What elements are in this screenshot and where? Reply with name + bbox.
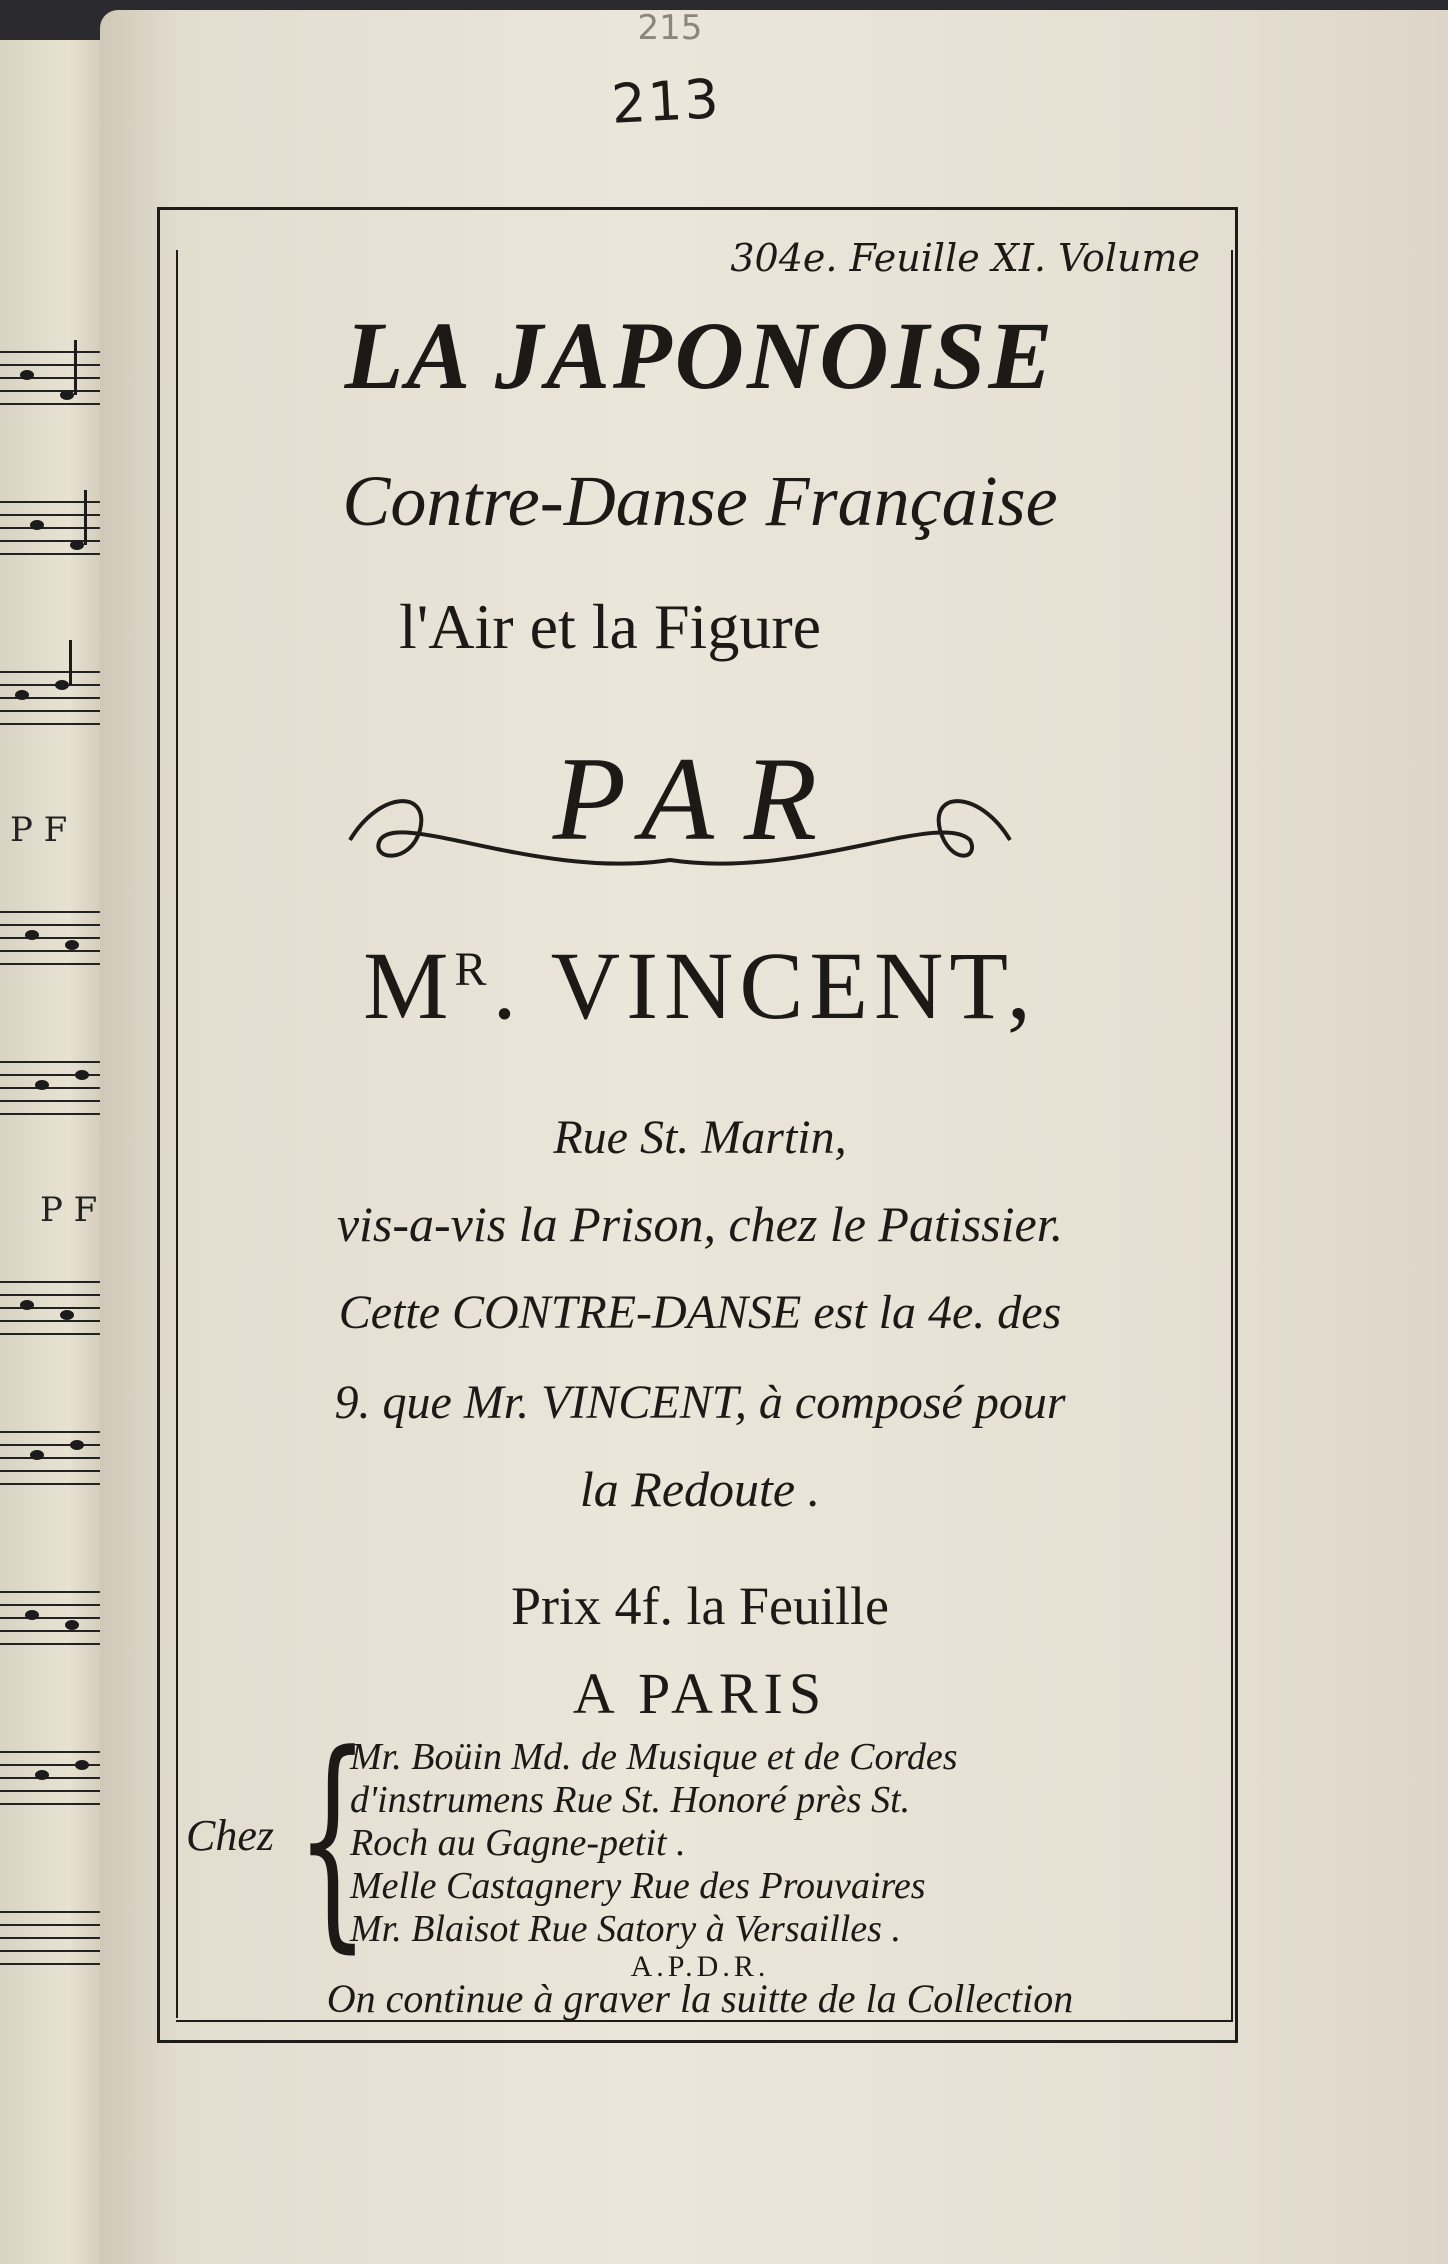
faint-page-number: 215 [637,8,703,48]
music-staff [0,1050,112,1120]
flourish-ornament [340,770,1020,890]
note-line-3: la Redoute . [579,1461,821,1517]
dynamic-marking: P F [10,810,68,850]
address-line-1: Rue St. Martin, [553,1111,847,1164]
music-staff [0,1580,112,1650]
left-facing-page [0,40,112,2264]
seller-line: d'instrumens Rue St. Honoré près St. [350,1779,911,1821]
price-line: Prix 4f. la Feuille [511,1576,889,1636]
music-staff [0,900,112,970]
city-line: A PARIS [572,1661,828,1726]
music-staff [0,1420,112,1490]
handwritten-page-number: 213 [609,67,723,136]
air-line: l'Air et la Figure [398,591,822,662]
music-staff [0,1900,112,1970]
seller-line: Roch au Gagne-petit . [350,1822,686,1864]
par-flourish-text: PAR [552,732,848,865]
chez-label: Chez [186,1811,274,1860]
page-title: LA JAPONOISE [344,302,1056,409]
note-line-2: 9. que Mr. VINCENT, à composé pour [334,1376,1066,1429]
seller-line: Mr. Blaisot Rue Satory à Versailles . [350,1908,901,1950]
continuation-note: On continue à graver la suitte de la Collection [326,1976,1074,2021]
volume-line: 304e. Feuille XI. Volume [730,236,1200,280]
subtitle: Contre-Danse Française [342,461,1058,541]
dynamic-marking: P F [40,1190,98,1230]
privilege-mark: A.P.D.R. [630,1950,770,1983]
brace-ornament: { [296,1706,370,1973]
seller-line: Mr. Boüin Md. de Musique et de Cordes [350,1736,958,1778]
address-line-2: vis-a-vis la Prison, chez le Patissier. [336,1196,1064,1252]
seller-line: Melle Castagnery Rue des Prouvaires [350,1865,926,1907]
music-staff [0,490,112,560]
music-staff [0,340,112,410]
music-staff [0,1270,112,1340]
note-line-1: Cette CONTRE-DANSE est la 4e. des [338,1286,1062,1339]
author-name: $M^R$. VINCENT, [363,932,1037,1039]
music-staff [0,1740,112,1810]
